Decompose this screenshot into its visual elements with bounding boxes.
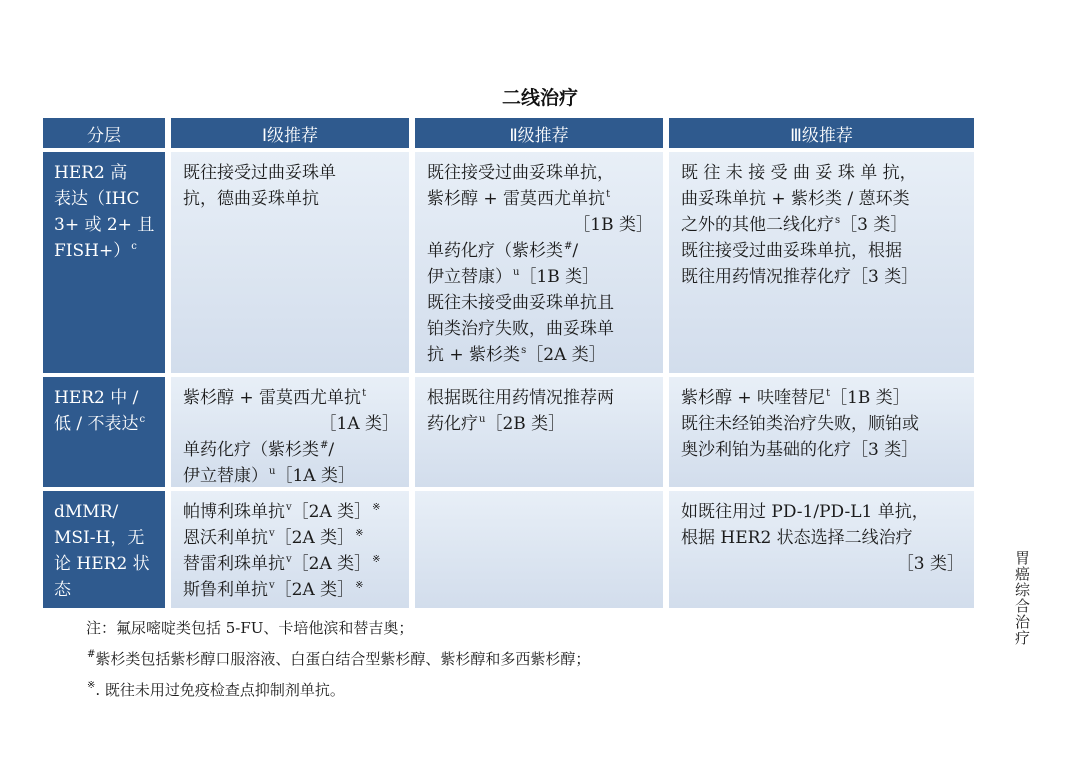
cell-line [54,212,155,238]
cell-text: 根据 HER2 状态选择二线治疗 [681,528,913,548]
cell-line [681,160,964,186]
cell-text: dMMR/ [54,502,119,522]
level-2-cell [415,491,663,608]
superscript-mark: v [269,528,275,539]
layer-cell [43,152,165,373]
header-level-1: Ⅰ级推荐 [171,118,409,148]
cell-text: ［2B 类］ [485,414,566,434]
superscript-mark: s [835,215,841,226]
cell-line [183,186,399,212]
treatment-table [43,118,974,608]
page-title: 二线治疗 [501,87,578,109]
cell-text: ［2A 类］ [526,345,606,365]
cell-line [183,499,399,525]
cell-text: HER2 高 [54,163,128,183]
cell-line [183,463,399,489]
cell-line [427,264,653,290]
cell-text: MSI-H，无 [54,528,145,548]
cell-text: 3+ 或 2+ 且 [54,215,155,235]
cell-text: 论 HER2 状 [54,554,150,574]
cell-text: 单药化疗（紫杉类 [427,241,563,261]
cell-text: 低 / 不表达 [54,414,139,434]
cell-line [427,212,653,238]
superscript-mark: # [320,440,329,451]
side-chapter-label: 胃癌综合治疗 [1013,550,1031,646]
cell-text: 替雷利珠单抗 [183,554,285,574]
superscript-mark: u [269,466,276,477]
level-2-cell [415,377,663,487]
layer-cell [43,377,165,487]
superscript-mark: ※ [372,554,381,565]
cell-text: ［3 类］ [896,554,964,574]
level-3-cell [669,152,974,373]
level-1-cell [171,491,409,608]
cell-text: / [572,241,579,261]
superscript-mark: ※ [355,528,364,539]
cell-text: 恩沃利单抗 [183,528,268,548]
superscript-mark: v [269,580,275,591]
superscript-mark: s [521,345,527,356]
cell-line [681,385,964,411]
cell-text: 曲妥珠单抗 + 紫杉类 / 蒽环类 [681,189,910,209]
superscript-mark: t [606,189,611,200]
cell-text: 如既往用过 PD-1/PD-L1 单抗， [681,502,929,522]
cell-line [681,551,964,577]
cell-text: 紫杉醇 + 雷莫西尤单抗 [427,189,606,209]
cell-text: 单药化疗（紫杉类 [183,440,319,460]
cell-line [54,186,155,212]
cell-text: 既往用药情况推荐化疗［3 类］ [681,267,919,287]
cell-text: ［2A 类］ [291,554,372,574]
footnote-line [86,675,590,706]
footnote-text: 紫杉类包括紫杉醇口服溶液、白蛋白结合型紫杉醇、紫杉醇和多西紫杉醇； [95,650,591,668]
cell-line [54,551,155,577]
superscript-mark: c [131,241,137,252]
cell-line [681,411,964,437]
superscript-mark: ※ [372,502,381,513]
cell-line [427,342,653,368]
cell-text: ［1B 类］ [830,388,910,408]
cell-text: 伊立替康） [427,267,512,287]
cell-line [183,551,399,577]
cell-text: 抗 + 紫杉类 [427,345,521,365]
cell-text: ［1A 类］ [319,414,399,434]
cell-text: 根据既往用药情况推荐两 [427,388,614,408]
superscript-mark: t [362,388,367,399]
cell-line [183,385,399,411]
cell-text: 奥沙利铂为基础的化疗［3 类］ [681,440,919,460]
cell-line [427,186,653,212]
cell-line [681,264,964,290]
superscript-mark: u [513,267,520,278]
superscript-mark: v [286,502,292,513]
cell-text: 态 [54,580,71,600]
superscript-mark: # [564,241,573,252]
cell-text: 既 往 未 接 受 曲 妥 珠 单 抗， [681,163,917,183]
cell-line [54,525,155,551]
cell-text: 既往接受过曲妥珠单 [183,163,336,183]
footnote-text: 注：氟尿嘧啶类包括 5-FU、卡培他滨和替吉奥； [86,619,414,637]
cell-line [183,437,399,463]
header-layer: 分层 [43,118,165,148]
cell-line [427,290,653,316]
header-level-2: Ⅱ级推荐 [415,118,663,148]
cell-line [681,212,964,238]
superscript-mark: # [87,649,96,660]
cell-line [681,437,964,463]
cell-line [681,238,964,264]
footnotes [86,613,590,706]
superscript-mark: c [139,414,146,425]
cell-text: 斯鲁利单抗 [183,580,268,600]
cell-line [427,160,653,186]
cell-text: 既往接受过曲妥珠单抗， [427,163,614,183]
cell-line [183,525,399,551]
cell-line [183,577,399,603]
cell-text: HER2 中 / [54,388,139,408]
cell-text: 铂类治疗失败，曲妥珠单 [427,319,614,339]
level-1-cell [171,152,409,373]
cell-line [54,385,155,411]
cell-text: 紫杉醇 + 呋喹替尼 [681,388,826,408]
cell-text: 伊立替康） [183,466,268,486]
cell-line [681,525,964,551]
cell-text: 表达（IHC [54,189,140,209]
cell-text: 既往未接受曲妥珠单抗且 [427,293,614,313]
cell-text: / [328,440,335,460]
cell-line [183,160,399,186]
level-3-cell [669,491,974,608]
footnote-line [86,613,590,644]
superscript-mark: v [286,554,292,565]
cell-line [427,385,653,411]
level-3-cell [669,377,974,487]
superscript-mark: t [826,388,831,399]
cell-text: 既往未经铂类治疗失败，顺铂或 [681,414,919,434]
cell-text: 帕博利珠单抗 [183,502,285,522]
cell-text: 之外的其他二线化疗 [681,215,834,235]
cell-line [427,316,653,342]
footnote-line [86,644,590,675]
cell-line [54,160,155,186]
cell-line [183,411,399,437]
cell-text: ［1B 类］ [519,267,600,287]
cell-line [54,577,155,603]
cell-text: ［2A 类］ [291,502,372,522]
cell-text: 既往接受过曲妥珠单抗，根据 [681,241,902,261]
cell-text: ［1A 类］ [275,466,355,486]
cell-text: ［2A 类］ [274,580,355,600]
superscript-mark: ※ [355,580,364,591]
footnote-text: . 既往未用过免疫检查点抑制剂单抗。 [95,681,345,699]
cell-line [427,238,653,264]
cell-text: ［3 类］ [840,215,908,235]
cell-text: 药化疗 [427,414,478,434]
layer-cell [43,491,165,608]
level-1-cell [171,377,409,487]
superscript-mark: u [479,414,486,425]
cell-line [681,499,964,525]
cell-text: ［1B 类］ [573,215,653,235]
header-level-3: Ⅲ级推荐 [669,118,974,148]
cell-line [54,499,155,525]
cell-text: ［2A 类］ [274,528,355,548]
cell-text: 紫杉醇 + 雷莫西尤单抗 [183,388,362,408]
cell-text: 抗，德曲妥珠单抗 [183,189,319,209]
cell-line [681,186,964,212]
cell-line [54,238,155,264]
cell-line [427,411,653,437]
superscript-mark: ※ [87,680,96,691]
level-2-cell [415,152,663,373]
cell-text: FISH+） [54,241,131,261]
cell-line [54,411,155,437]
